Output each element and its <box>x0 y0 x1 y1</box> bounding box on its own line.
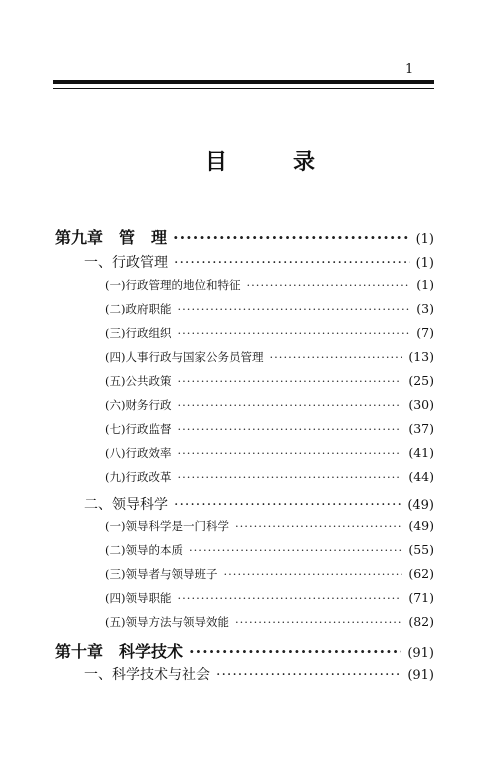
toc-entry-page: (1) <box>415 256 434 271</box>
toc-entry-page: (41) <box>408 445 434 460</box>
toc-entry-label: (二)领导的本质 <box>105 543 183 557</box>
dot-leader <box>177 302 410 316</box>
dot-leader <box>269 350 402 364</box>
toc-entry-label: (二)政府职能 <box>105 302 172 316</box>
toc-entry-subsection[interactable] <box>105 301 434 317</box>
toc-entry-label: 第十章 科学技术 <box>55 642 184 661</box>
toc-entry-label: (七)行政监督 <box>105 422 172 436</box>
toc-entry-page: (3) <box>416 301 434 316</box>
toc-entry-page: (7) <box>416 325 434 340</box>
toc-entry-page: (49) <box>407 498 434 513</box>
toc-entry-subsection[interactable] <box>105 566 434 582</box>
toc-entry-subsection[interactable] <box>105 614 434 630</box>
toc-entry-subsection[interactable] <box>105 373 434 389</box>
toc-entry-subsection[interactable] <box>105 325 434 341</box>
toc-entry-label: (一)领导科学是一门科学 <box>105 519 229 533</box>
toc-entry-page: (82) <box>408 614 434 629</box>
toc-entry-subsection[interactable] <box>105 421 434 437</box>
dot-leader <box>174 255 410 271</box>
toc-entry-subsection[interactable] <box>105 277 434 293</box>
toc-entry-page: (37) <box>408 421 434 436</box>
dot-leader <box>177 422 402 436</box>
toc-entry-page: (91) <box>407 646 434 661</box>
dot-leader <box>223 567 402 581</box>
toc-entry-label: 第九章 管 理 <box>55 228 168 247</box>
toc-entry-page: (13) <box>408 349 434 364</box>
toc-entry-page: (1) <box>416 277 434 292</box>
toc-entry-page: (55) <box>408 542 434 557</box>
dot-leader <box>235 615 402 629</box>
dot-leader <box>235 519 402 533</box>
toc-entry-label: (三)领导者与领导班子 <box>105 567 218 581</box>
toc-entry-label: (一)行政管理的地位和特征 <box>105 278 241 292</box>
toc-entry-label: 一、科学技术与社会 <box>84 667 210 683</box>
toc-entry-label: (六)财务行政 <box>105 398 172 412</box>
toc-entry-page: (62) <box>408 566 434 581</box>
page-number: 1 <box>405 62 414 77</box>
toc-entry-subsection[interactable] <box>105 349 434 365</box>
toc-entry-page: (71) <box>408 590 434 605</box>
toc-entry-subsection[interactable] <box>105 445 434 461</box>
toc-entry-subsection[interactable] <box>105 542 434 558</box>
toc-entry-label: (五)领导方法与领导效能 <box>105 615 229 629</box>
toc-entry-label: 二、领导科学 <box>84 497 168 513</box>
toc-entry-label: (四)人事行政与国家公务员管理 <box>105 350 264 364</box>
dot-leader <box>177 398 402 412</box>
toc-entry-subsection[interactable] <box>105 518 434 534</box>
toc-entry-page: (1) <box>415 232 434 247</box>
toc-entry-subsection[interactable] <box>105 590 434 606</box>
toc-entry-page: (30) <box>408 397 434 412</box>
toc-entry-label: (八)行政效率 <box>105 446 172 460</box>
dot-leader <box>177 374 402 388</box>
toc-entry-label: (九)行政改革 <box>105 470 172 484</box>
dot-leader <box>216 667 401 683</box>
dot-leader <box>177 591 402 605</box>
toc-entry-subsection[interactable] <box>105 469 434 485</box>
dot-leader <box>189 642 401 661</box>
toc-entry-subsection[interactable] <box>105 397 434 413</box>
dot-leader <box>177 470 402 484</box>
toc-entry-page: (25) <box>408 373 434 388</box>
toc-entry-section[interactable] <box>84 494 434 514</box>
toc-entry-label: (五)公共政策 <box>105 374 172 388</box>
toc-title-char-2: 录 <box>292 149 315 175</box>
toc-entry-chapter-10[interactable] <box>55 639 434 662</box>
toc-title-char-1: 目 <box>205 149 228 175</box>
toc-entry-label: 一、行政管理 <box>84 255 168 271</box>
dot-leader <box>177 446 402 460</box>
toc-entry-label: (四)领导职能 <box>105 591 172 605</box>
toc-entry-section[interactable] <box>84 664 434 684</box>
dot-leader <box>246 278 410 292</box>
toc-entry-page: (49) <box>408 518 434 533</box>
dot-leader <box>173 228 410 247</box>
dot-leader <box>177 326 410 340</box>
toc-entry-page: (44) <box>408 469 434 484</box>
toc-entry-label: (三)行政组织 <box>105 326 172 340</box>
dot-leader <box>189 543 402 557</box>
toc-entry-chapter-9[interactable] <box>55 225 434 248</box>
dot-leader <box>174 497 401 513</box>
toc-entry-section[interactable] <box>84 252 434 272</box>
toc-entry-page: (91) <box>407 668 434 683</box>
